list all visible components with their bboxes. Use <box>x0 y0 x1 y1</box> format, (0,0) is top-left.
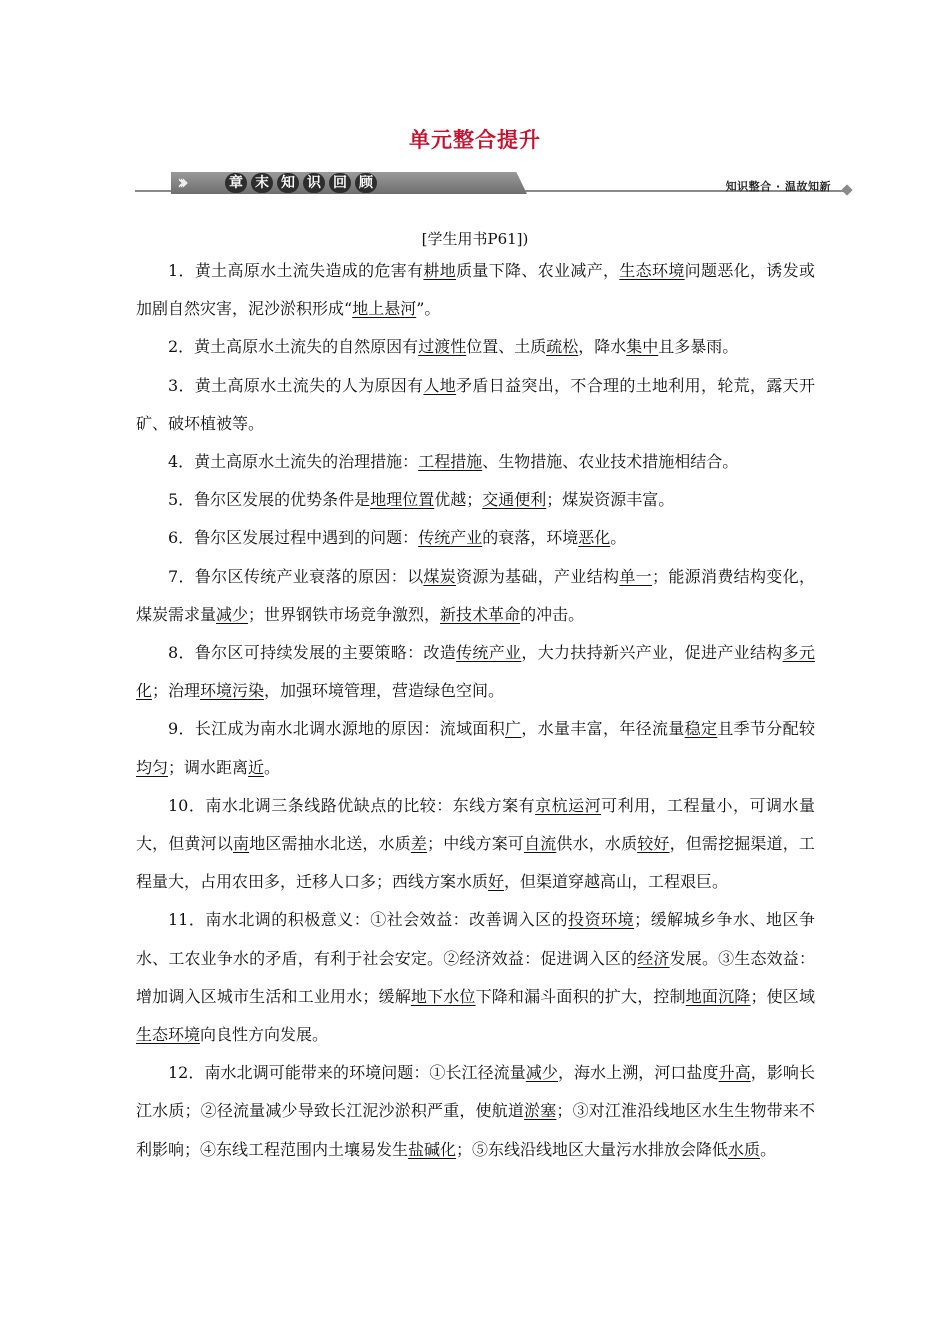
answer-blank: 交通便利 <box>482 490 547 510</box>
item-text: ；调水距离 <box>168 757 249 777</box>
item-text: 下降和漏斗面积的扩大，控制 <box>475 986 686 1006</box>
answer-blank: 经济 <box>637 948 670 968</box>
answer-blank: 南 <box>233 834 250 854</box>
summary-item <box>136 252 815 328</box>
answer-blank: 广 <box>505 719 522 739</box>
item-text: 11．南水北调的积极意义：①社会效益：改善调入区的 <box>168 910 569 930</box>
answer-blank: 较好 <box>637 834 670 854</box>
item-text: ；治理 <box>152 681 201 701</box>
item-text: ；能源消费结构变化，煤炭需求量 <box>136 566 815 624</box>
item-text: 7．鲁尔区传统产业衰落的原因：以 <box>168 566 424 586</box>
answer-blank: 过渡性 <box>418 337 467 357</box>
item-text: ，但需挖掘渠道，工程量大，占用农田多，迁移人口多；西线方案水质 <box>136 834 815 892</box>
section-heading-char: 末 <box>251 173 273 193</box>
item-text: 地区需抽水北送，水质 <box>249 834 411 854</box>
summary-item <box>136 787 815 902</box>
item-text: ，但渠道穿越高山，工程艰巨。 <box>504 872 729 892</box>
item-text: 4．黄土高原水土流失的治理措施： <box>168 452 419 472</box>
answer-blank: 地面沉降 <box>685 986 751 1006</box>
answer-blank: 近 <box>248 757 265 777</box>
item-text: ；缓解城乡争水、地区争水、工农业争水的矛盾，有利于社会安定。②经济效益：促进调入区的 <box>136 910 815 968</box>
answer-blank: 自流 <box>524 834 557 854</box>
answer-blank: 生态环境 <box>619 261 685 280</box>
answer-blank: 环境污染 <box>200 681 265 701</box>
item-text: ；煤炭资源丰富。 <box>546 490 675 510</box>
answer-blank: 地下水位 <box>410 986 476 1006</box>
item-text: ；使区域 <box>750 986 815 1006</box>
item-text: 1．黄土高原水土流失造成的危害有 <box>168 261 424 280</box>
source-reference: [学生用书P61]) <box>421 230 529 248</box>
answer-blank: 传统产业 <box>456 643 522 663</box>
answer-blank: 京杭运河 <box>535 795 602 815</box>
answer-blank: 疏松 <box>546 337 579 357</box>
answer-blank: 地上悬河 <box>352 299 417 319</box>
item-text: 10．南水北调三条线路优缺点的比较：东线方案有 <box>168 795 536 815</box>
item-text: ，海水上溯，河口盐度 <box>557 1063 719 1083</box>
summary-item <box>136 710 815 786</box>
item-text: 、生物措施、农业技术措施相结合。 <box>482 452 739 472</box>
section-heading-char: 识 <box>303 173 325 193</box>
summary-item <box>136 634 815 710</box>
item-text: 发展。③生态效益：增加调入区城市生活和工业用水；缓解 <box>136 948 815 1006</box>
summary-item <box>136 558 815 634</box>
answer-blank: 集中 <box>626 337 659 357</box>
item-text: 。 <box>760 1139 777 1159</box>
item-text: 8．鲁尔区可持续发展的主要策略：改造 <box>168 643 457 663</box>
summary-item <box>136 443 815 481</box>
answer-blank: 人地 <box>423 375 457 395</box>
item-text: ；中线方案可 <box>427 834 525 854</box>
item-text: 9．长江成为南水北调水源地的原因：流域面积 <box>168 719 506 739</box>
answer-blank: 地理位置 <box>370 490 435 510</box>
item-text: ，降水 <box>578 337 627 357</box>
item-text: 。 <box>610 528 627 548</box>
item-text: 向良性方向发展。 <box>200 1025 329 1045</box>
item-text: 矛盾日益突出，不合理的土地利用，轮荒，露天开矿、破坏植被等。 <box>136 375 815 433</box>
item-text: 5．鲁尔区发展的优势条件是 <box>168 490 371 510</box>
section-heading <box>225 172 377 194</box>
answer-blank: 升高 <box>718 1063 751 1083</box>
summary-item <box>136 481 815 519</box>
page-title: 单元整合提升 <box>409 127 541 152</box>
answer-blank: 煤炭 <box>423 566 457 586</box>
answer-blank: 均匀 <box>136 757 169 777</box>
answer-blank: 减少 <box>525 1063 558 1083</box>
item-text: 可利用，工程量小，可调水量大，但黄河以 <box>136 795 815 854</box>
section-heading-char: 顾 <box>355 173 377 193</box>
summary-item <box>136 519 815 557</box>
answer-blank: 单一 <box>619 566 653 586</box>
item-text: 。 <box>264 757 281 777</box>
answer-blank: 新技术革命 <box>440 604 521 624</box>
item-text: 供水，水质 <box>556 834 638 854</box>
answer-blank: 生态环境 <box>136 1025 201 1045</box>
item-text: ，水量丰富，年径流量 <box>521 719 685 739</box>
item-text: ；⑤东线沿线地区大量污水排放会降低 <box>456 1139 729 1159</box>
answer-blank: 好 <box>488 872 505 892</box>
section-banner <box>135 168 855 198</box>
answer-blank: 差 <box>410 834 428 854</box>
section-heading-char: 知 <box>277 173 299 193</box>
answer-blank: 淤塞 <box>524 1101 557 1121</box>
answer-blank: 传统产业 <box>418 528 483 548</box>
item-text: 资源为基础，产业结构 <box>456 566 620 586</box>
answer-blank: 工程措施 <box>418 452 483 472</box>
item-text: 且季节分配较 <box>717 719 815 739</box>
section-heading-char: 章 <box>225 173 247 193</box>
item-text: ，影响长江水质；②径流量减少导致长江泥沙淤积严重，使航道 <box>136 1063 815 1121</box>
item-text: ；世界钢铁市场竞争激烈， <box>248 604 441 624</box>
banner-subtitle: 知识整合 · 温故知新 <box>725 180 831 193</box>
answer-blank: 稳定 <box>684 719 718 739</box>
item-text: ，加强环境管理，营造绿色空间。 <box>264 681 505 701</box>
item-text: ；③对江淮沿线地区水生生物带来不利影响；④东线工程范围内土壤易发生 <box>136 1101 815 1159</box>
summary-item <box>136 367 815 443</box>
item-text: 质量下降、农业减产， <box>456 261 620 280</box>
item-text: 的衰落，环境 <box>482 528 579 548</box>
item-text: 位置、土质 <box>466 337 547 357</box>
diamond-icon <box>841 184 852 195</box>
summary-item <box>136 1054 815 1169</box>
section-heading-char: 回 <box>329 173 351 193</box>
summary-item <box>136 328 815 366</box>
item-text: 问题恶化，诱发或加剧自然灾害，泥沙淤积形成“ <box>136 261 815 319</box>
answer-blank: 减少 <box>216 604 249 624</box>
item-text: 优越； <box>434 490 483 510</box>
answer-blank: 水质 <box>728 1139 761 1159</box>
item-text: 12．南水北调可能带来的环境问题：①长江径流量 <box>168 1063 526 1083</box>
chevron-right-icon: ››› <box>177 170 183 194</box>
summary-list <box>136 252 815 1169</box>
answer-blank: 多元化 <box>136 643 815 701</box>
item-text: 6．鲁尔区发展过程中遇到的问题： <box>168 528 419 548</box>
item-text: 2．黄土高原水土流失的自然原因有 <box>168 337 419 357</box>
answer-blank: 盐碱化 <box>408 1139 457 1159</box>
item-text: ”。 <box>416 299 441 319</box>
item-text: 且多暴雨。 <box>658 337 739 357</box>
item-text: 3．黄土高原水土流失的人为原因有 <box>168 375 424 395</box>
answer-blank: 投资环境 <box>568 910 635 930</box>
answer-blank: 耕地 <box>423 261 457 280</box>
answer-blank: 恶化 <box>578 528 611 548</box>
item-text: 的冲击。 <box>520 604 585 624</box>
summary-item <box>136 901 815 1054</box>
item-text: ，大力扶持新兴产业，促进产业结构 <box>521 643 783 663</box>
